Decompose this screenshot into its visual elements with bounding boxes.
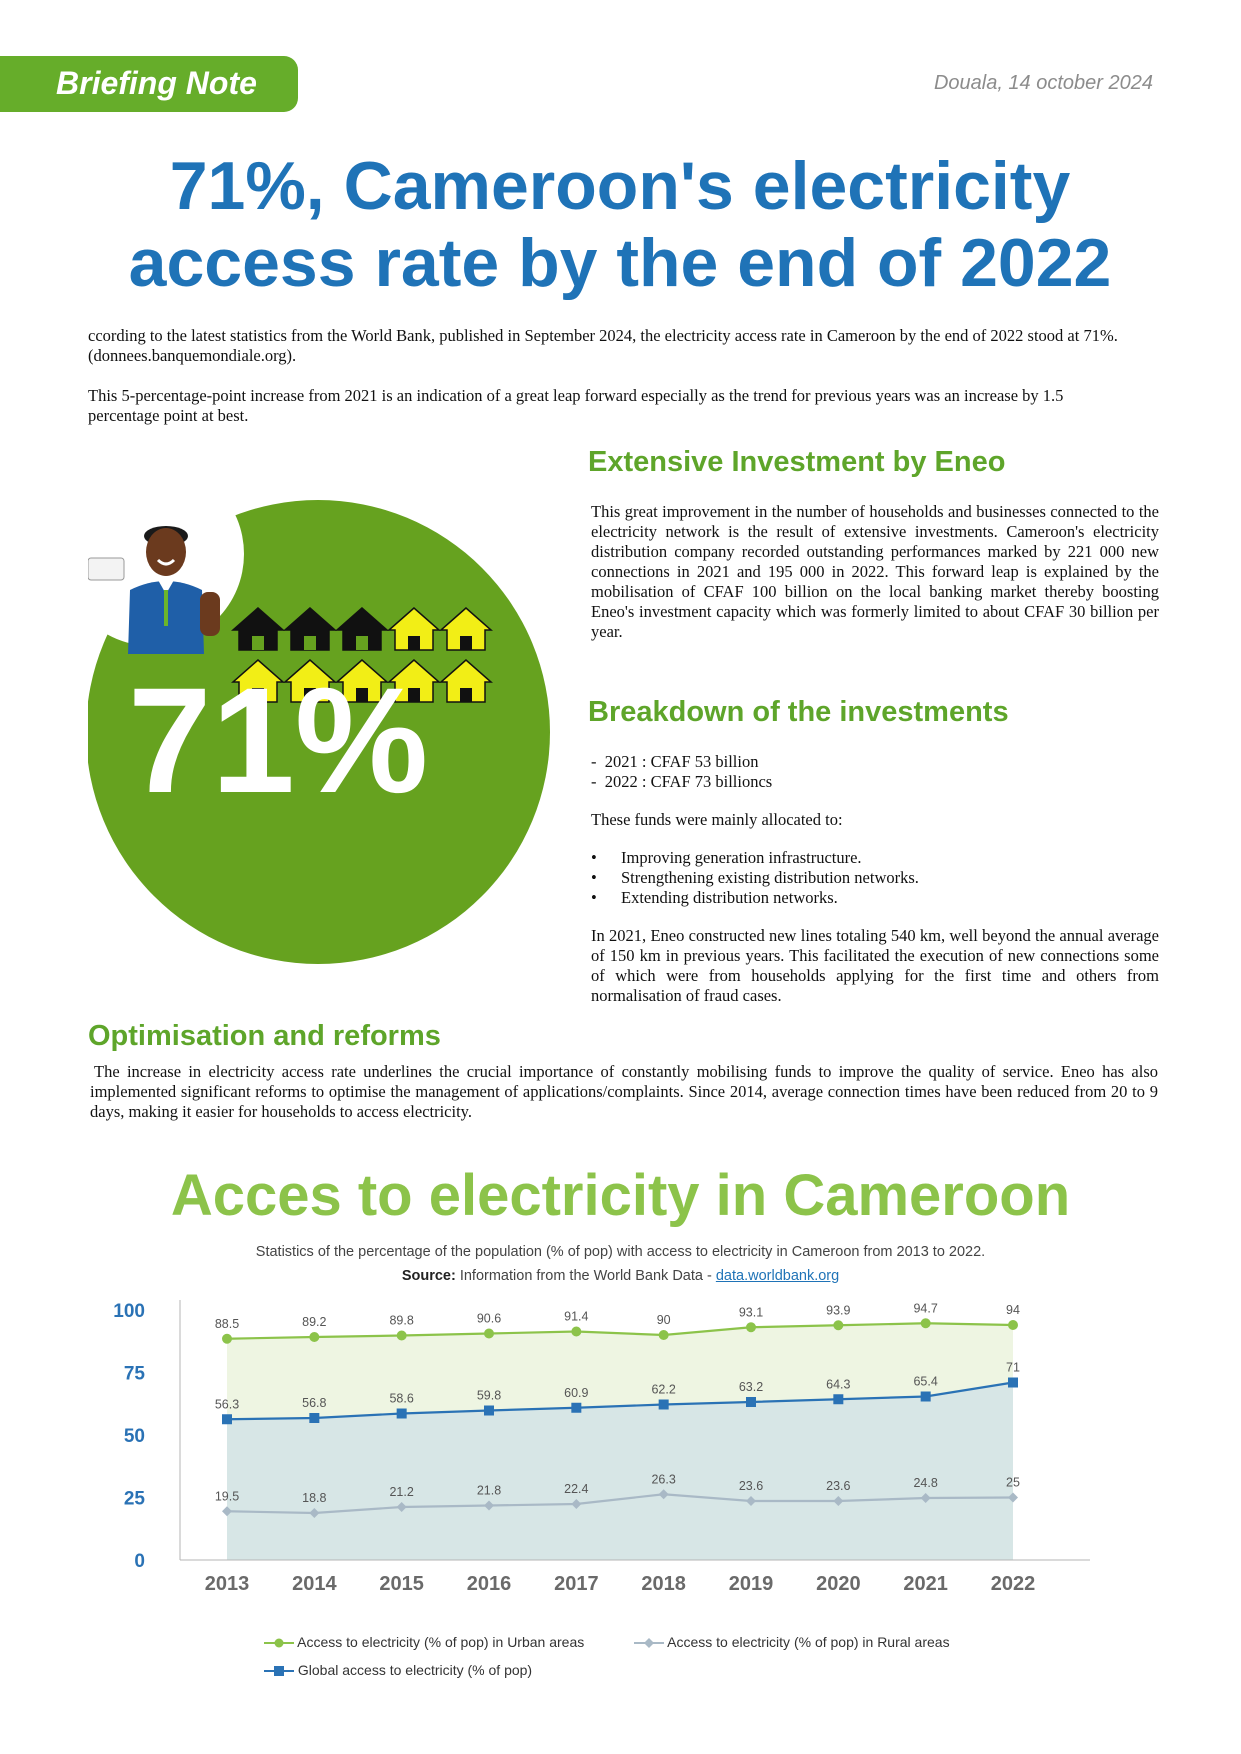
data-label: 60.9 [564, 1385, 589, 1400]
data-label: 64.3 [826, 1377, 851, 1392]
x-tick-label: 2017 [554, 1573, 599, 1595]
investment-amounts-list [591, 752, 1159, 792]
data-point [921, 1318, 931, 1328]
y-tick-label: 50 [123, 1426, 145, 1447]
data-label: 23.6 [826, 1479, 851, 1493]
data-label: 90 [656, 1313, 671, 1327]
page-title [40, 148, 1200, 302]
data-point [746, 1397, 756, 1407]
list-item: • Strengthening existing distribution networks. [591, 868, 1159, 888]
data-label: 21.2 [389, 1485, 414, 1499]
data-label: 56.8 [302, 1396, 327, 1410]
data-label: 59.8 [476, 1388, 502, 1403]
data-label: 90.6 [476, 1311, 502, 1326]
y-tick-label: 25 [123, 1488, 145, 1510]
chart-source [0, 1268, 1241, 1284]
title-line-2: access rate by the end of 2022 [128, 224, 1112, 301]
legend-rural-label: Access to electricity (% of pop) in Rural areas [667, 1634, 950, 1650]
data-point [484, 1406, 494, 1416]
data-point [833, 1394, 843, 1404]
data-label: 24.8 [913, 1476, 938, 1490]
list-item: • Improving generation infrastructure. [591, 848, 1159, 868]
legend-urban-marker [264, 1637, 294, 1649]
data-label: 23.6 [738, 1479, 764, 1493]
source-label: Source: [401, 1268, 456, 1284]
legend-global-marker [264, 1665, 294, 1677]
source-text: Information from the World Bank Data - [459, 1268, 712, 1284]
data-point [309, 1413, 319, 1423]
y-tick-label: 100 [113, 1301, 145, 1322]
x-tick-label: 2021 [903, 1573, 948, 1595]
data-point [571, 1327, 581, 1337]
document-date: Douala, 14 october 2024 [933, 72, 1153, 94]
legend-rural-marker [634, 1637, 664, 1649]
line-chart [100, 1290, 1141, 1620]
data-label: 94.7 [913, 1301, 938, 1316]
breakdown-content [591, 752, 1159, 1006]
data-label: 19.5 [214, 1489, 240, 1504]
legend-global [264, 1662, 532, 1678]
data-point [484, 1329, 494, 1339]
data-point [571, 1403, 581, 1413]
x-tick-label: 2019 [728, 1573, 774, 1595]
list-item: - 2021 : CFAF 53 billion [591, 752, 1159, 772]
chart-subtitle: Statistics of the percentage of the population (% of pop) with access to electricity in Cameroon from 2013 to 2022. [255, 1244, 986, 1260]
legend-urban-label: Access to electricity (% of pop) in Urban areas [297, 1634, 585, 1650]
data-label: 21.8 [476, 1483, 502, 1498]
data-label: 56.3 [214, 1397, 240, 1412]
optimisation-heading: Optimisation and reforms [88, 1020, 441, 1052]
legend-global-label: Global access to electricity (% of pop) [297, 1662, 533, 1678]
data-label: 65.4 [913, 1374, 938, 1389]
intro-paragraph-1: ccording to the latest statistics from the World Bank, published in September 2024, the electricity access rate in Cameroon by the end of 2022 stood at 71%. (donnees.banquemondiale.org). [88, 326, 1118, 365]
investment-text: This great improvement in the number of households and businesses connected to the electricity network is the result of extensive investments. Cameroon's electricity distribution company recorded outstanding performances marked by 221 000 new connections in 2021 and 195 000 in 2022. This forward leap is explained by the mobilisation of CFAF 100 billion on the local banking market thereby boosting Eneo's investment capacity which was formerly limited to about CFAF 30 billion per year. [591, 502, 1159, 641]
data-point [659, 1400, 669, 1410]
data-point [1008, 1378, 1018, 1388]
data-label: 88.5 [214, 1316, 240, 1331]
x-tick-label: 2014 [292, 1573, 337, 1595]
data-label: 71 [1006, 1360, 1020, 1375]
data-label: 89.2 [302, 1315, 327, 1329]
x-tick-label: 2022 [990, 1573, 1036, 1595]
data-label: 89.8 [389, 1313, 414, 1328]
tag-label: Briefing Note [56, 65, 257, 101]
data-point [746, 1322, 756, 1332]
source-link[interactable]: data.worldbank.org [715, 1268, 840, 1284]
data-label: 22.4 [564, 1482, 589, 1496]
legend-rural [634, 1634, 950, 1650]
optimisation-text: The increase in electricity access rate underlines the crucial importance of constantly mobilising funds to improve the quality of service. Eneo has also implemented significant reforms to optimise the management of applications/complaints. Since 2014, average connection times have been reduced from 20 to 9 days, making it easier for households to access electricity. [90, 1062, 1158, 1121]
y-tick-label: 0 [134, 1551, 145, 1572]
data-label: 58.6 [389, 1391, 414, 1406]
data-label: 93.1 [738, 1305, 764, 1320]
intro-paragraph-2: This 5-percentage-point increase from 2021 is an indication of a great leap forward especially as the trend for previous years was an increase by 1.5 percentage point at best. [88, 386, 1064, 425]
y-tick-label: 75 [123, 1363, 145, 1385]
allocation-list [591, 848, 1159, 908]
data-point [659, 1330, 669, 1340]
list-item: • Extending distribution networks. [591, 888, 1159, 908]
data-point [397, 1331, 407, 1341]
breakdown-lead: These funds were mainly allocated to: [591, 810, 843, 829]
chart-title: Acces to electricity in Cameroon [170, 1163, 1071, 1228]
data-point [309, 1332, 319, 1342]
data-label: 18.8 [302, 1491, 327, 1505]
x-tick-label: 2018 [641, 1573, 686, 1595]
breakdown-heading: Breakdown of the investments [588, 696, 1009, 728]
data-label: 91.4 [564, 1309, 589, 1324]
data-label: 62.2 [651, 1382, 676, 1397]
legend-urban [264, 1634, 584, 1650]
x-tick-label: 2013 [204, 1573, 250, 1595]
data-point [833, 1320, 843, 1330]
data-label: 93.9 [826, 1303, 851, 1318]
x-tick-label: 2016 [466, 1573, 512, 1595]
data-point [222, 1334, 232, 1344]
data-label: 26.3 [651, 1472, 676, 1487]
data-point [921, 1392, 931, 1402]
data-label: 63.2 [738, 1380, 764, 1394]
infographic-graphic [88, 494, 568, 984]
investment-heading: Extensive Investment by Eneo [588, 446, 1006, 478]
data-label: 25 [1006, 1475, 1020, 1490]
access-rate-infographic [88, 494, 568, 984]
title-line-1: 71%, Cameroon's electricity [169, 148, 1071, 224]
data-label: 94 [1006, 1303, 1020, 1317]
list-item: - 2022 : CFAF 73 billioncs [591, 772, 1159, 792]
infographic-percentage: 71% [128, 656, 429, 824]
data-point [1008, 1320, 1018, 1330]
x-tick-label: 2020 [816, 1573, 861, 1595]
breakdown-text: In 2021, Eneo constructed new lines totaling 540 km, well beyond the annual average of 150 km in previous years. This facilitated the execution of new connections some of which were from households applying for the first time and others from normalisation of fraud cases. [591, 926, 1159, 1005]
data-point [222, 1414, 232, 1424]
x-tick-label: 2015 [379, 1573, 424, 1595]
briefing-note-tag [0, 56, 298, 112]
data-point [397, 1409, 407, 1419]
